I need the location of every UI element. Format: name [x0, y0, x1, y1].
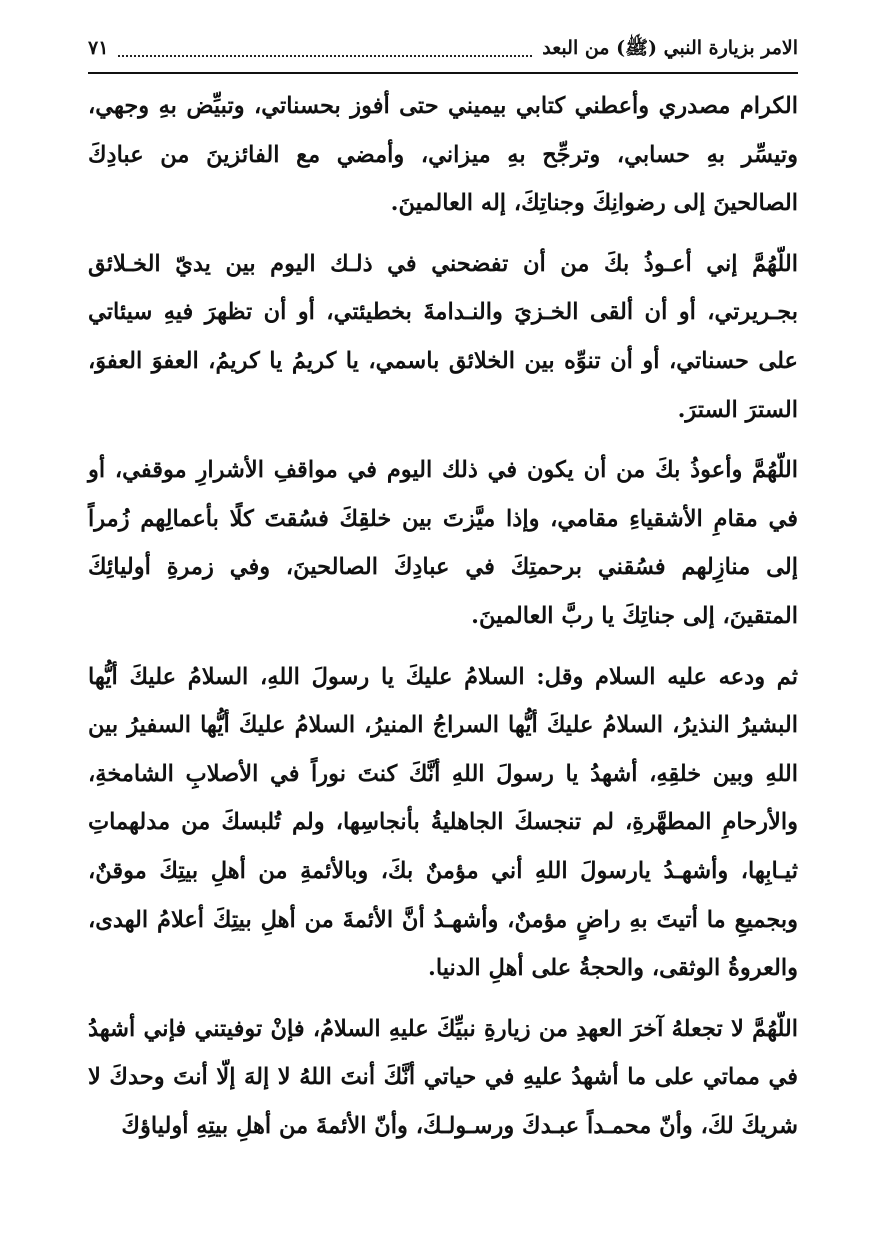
- paragraph: اللّهُمَّ إني أعـوذُ بكَ من أن تفضحني في ذلـك اليوم بين يديّ الخـلائق بجـريرتي، أو أن ألقى الخـزيَ والنـدامةَ بخطيئتي، أو أن تظهرَ فيهِ سيئاتي على حسناتي، أو أن تنوِّه بين الخلائق باسمي، يا كريمُ يا كريمُ، العفوَ العفوَ، السترَ السترَ.: [88, 250, 798, 423]
- paragraph: الكرام مصدري وأعطني كتابي بيميني حتى أفوز بحسناتي، وتبيِّض بهِ وجهي، وتيسِّر بهِ حسابي، وترجِّح بهِ ميزاني، وأمضي مع الفائزينَ من عبادِكَ الصالحينَ إلى رضوانِكَ وجناتِكَ، إله العالمينَ.: [88, 93, 798, 217]
- book-page: [88, 28, 798, 1243]
- paragraph: اللّهُمَّ لا تجعلهُ آخرَ العهدِ من زيارةِ نبيِّكَ عليهِ السلامُ، فإنْ توفيتني فإني أشهدُ في مماتي على ما أشهدُ عليهِ في حياتي أنَّكَ أنتَ اللهُ لا إلهَ إلّا أنتَ وحدكَ لا شريكَ لكَ، وأنّ محمـداً عبـدكَ ورسـولـكَ، وأنّ الأئمةَ من أهلِ بيتِهِ أولياؤكَ: [88, 1015, 798, 1139]
- paragraph: ثم ودعه عليه السلام وقل: السلامُ عليكَ يا رسولَ اللهِ، السلامُ عليكَ أيُّها البشيرُ النذيرُ، السلامُ عليكَ أيُّها السراجُ المنيرُ، السلامُ عليكَ أيُّها السفيرُ بين اللهِ وبين خلقِهِ، أشهدُ يا رسولَ اللهِ أنَّكَ كنتَ نوراً في الأصلابِ الشامخةِ، والأرحامِ المطهَّرةِ، لم تنجسكَ الجاهليةُ بأنجاسِها، ولم تُلبسكَ من مدلهماتِ ثيـابِها، وأشهـدُ يارسولَ اللهِ أني مؤمنٌ بكَ، وبالأئمةِ من أهلِ بيتِكَ موقنٌ، وبجميعِ ما أتيتَ بهِ راضٍ مؤمنٌ، وأشهـدُ أنَّ الأئمةَ من أهلِ بيتِكَ أعلامُ الهدى، والعروةُ الوثقى، والحجةُ على أهلِ الدنيا.: [88, 663, 798, 982]
- paragraph: اللّهُمَّ وأعوذُ بكَ من أن يكون في ذلك اليوم في مواقفِ الأشرارِ موقفي، أو في مقامِ الأشقياءِ مقامي، وإذا ميَّزتَ بين خلقِكَ فسُقتَ كلًا بأعمالِهم زُمراً إلى منازِلهم فسُقني برحمتِكَ في عبادِكَ الصالحينَ، وفي زمرةِ أوليائِكَ المتقينَ، إلى جناتِكَ يا ربَّ العالمينَ.: [88, 457, 798, 629]
- page-header: [88, 28, 798, 68]
- dot-leader: [118, 55, 532, 57]
- page-body: [88, 82, 798, 1150]
- header-rule: [88, 72, 798, 74]
- running-title: الامر بزيارة النبي (ﷺ) من البعد: [542, 37, 798, 59]
- page-number: ٧١: [88, 37, 109, 59]
